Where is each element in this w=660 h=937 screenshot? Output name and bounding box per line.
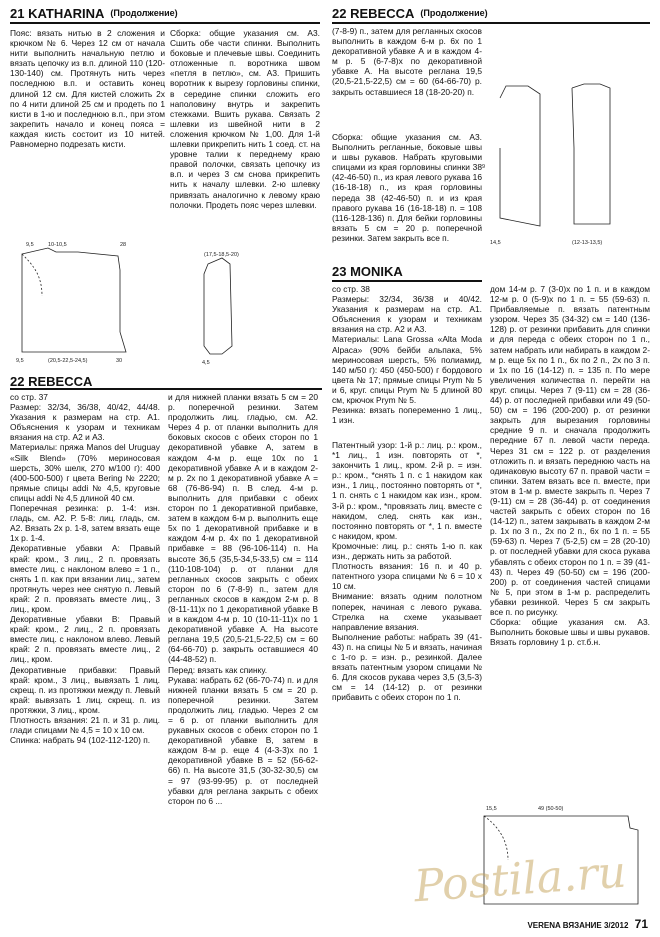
katharina-belt-text: Пояс: вязать нитью в 2 сложения и крючком № 6. Через 12 см от начала нити выполнить начальную петлю и вязать цепочку из в.п. длиной 110 (120-130-140) см. Протянуть нить через последнюю в.п. и оставить конец длиной 12 см. Для кистей сложить 2х по 4 нити длиной 25 см и продеть по 1 кисти в 1-ю и последнюю в.п., при этом закрепить начало и конец пояса = каждая кисть состоит из 10 нитей. Равномерно подрезать кисти. (10, 28, 165, 150)
rebecca-col1: со стр. 37 Размер: 32/34, 36/38, 40/42, 44/48. Указания к размерам на стр. А1. Объяснения к узорам и техникам вязания на стр. А2 и А3. Материалы: пряжа Manos del Uruguay «Silk Blend» (70% мериносовая шерсть, 30% шелк, 270 м/100 г): 400 (400-500-500) г цвета Bering № 2220; прямые спицы addi № 4,5, круговые спицы addi № 4,5 длиной 40 см. Поперечная резинка: р. 1-4: изн. гладь, см. А2. Р. 5-8: лиц. гладь, см. А2. Вязать 2х р. 1-8, затем вязать еще 1х р. 1-4. Декоративные убавки А: Правый край: кром., 3 лиц., 2 п. провязать вместе лиц. с наклоном влево = 1 п., снять 1 п. как при вязании лиц., затем протянуть через нее снятую п. Левый край: 2 п. провязать вместе лиц., 3 лиц., кром. Декоративные убавки В: Правый край: кром., 2 лиц., 2 п. провязать вместе лиц. с наклоном влево. Левый край: 2 п. провязать вместе лиц., 2 лиц., кром. Декоративные прибавки: Правый край: кром., 3 лиц., вывязать 1 лиц. скрещ. п. из протяжки между п. Левый край: вывязать 1 лиц. скрещ. п. из протяжки, 3 лиц., кром. Плотность вязания: 21 п. и 31 р. лиц. глади спицами № 4,5 = 10 х 10 см. Спинка: набрать 94 (102-112-120) п. (10, 392, 160, 746)
monika-title: 23 MONIKA (332, 263, 403, 279)
dim-label: 15,5 (486, 806, 497, 812)
dim-label: 9,5 (26, 242, 34, 248)
rebecca-col2: и для нижней планки вязать 5 см = 20 р. поперечной резинки. Затем продолжить лиц. гладью, см. А2. Через 4 р. от планки выполнить для боковых скосов с обеих сторон по 1 декоративной убавке А, затем в каждом 4-м р. еще 10х по 1 декоративной убавке А и в каждом 2-м р. 2х по 1 декоративной убавке А = 68 (76-86-94) п. В след. 4-м р. выполнить для прибавки с обеих сторон по 1 декоративной прибавке, затем в каждом 6-м р. выполнить еще 5х по 1 декоративной прибавке и в каждом 4-м р. 4х по 1 декоративной прибавке = 88 (96-106-114) п. На высоте 36,5 (35,5-34,5-33,5) см = 114 (110-108-104) р. от планки для регланных скосов закрыть с обеих сторон по 6 (7-8-9) п., затем для регланных скосов в каждом 2-м р. 8 (8-11-11)х по 1 декоративной убавке В и в каждом 4-м р. 10 (10-11-11)х по 1 декоративной убавке А. На высоте реглана 19,5 (20,5-21,5-22,5) см = 60 (64-66-70) р. закрыть оставшиеся 40 (44-48-52) п. Перед: вязать как спинку. Рукава: набрать 62 (66-70-74) п. и для нижней планки вязать 5 см = 20 р. поперечной резинки. Затем продолжить лиц. гладью. Через 2 см = 6 р. от планки выполнить для рукавных скосов с обеих сторон по 1 декоративной убавке В, затем в каждом 8-м р. еще 4 (4-3-3)х по 1 декоративной убавке В = 52 (56-62-66) п. На высоте 31,5 (30-32-30,5) см = 97 (93-99-95) р. от последней убавки для реглана закрыть с обеих сторон по 6 ... (168, 392, 318, 806)
rebecca-schematic (480, 28, 655, 250)
divider (10, 22, 320, 24)
katharina-assembly-text: Сборка: общие указания см. А3. Сшить обе части спинки. Выполнить боковые и плечевые швы. Соединить отложенные п. воротника швом «петля в петлю», см. А3. Пришить воротник к вырезу горловины спинки, в середине спинки сложить его наполовину внутрь и закрепить стежками. Вшить рукава. Связать 2 шлевки из швейной нити в 2 сложения крючком № 1,00. Для 1-й шлевки прикрепить нить 1 соед. ст. на уровне талии к переднему краю правой полочки, связать цепочку из в.п. и через 3 см снова прикрепить нить к началу шлевки. 2-ю шлевку привязать аналогично к левому краю полочки. Продеть пояс через шлевки. (170, 28, 320, 210)
katharina-header (10, 4, 178, 22)
monika-col1: Патентный узор: 1-й р.: лиц. р.: кром., *1 лиц., 1 изн. повторять от *, закончить 1 лиц., кром. 2-й р. = изн. р.: кром., *снять 1 п. с 1 накидом как изн., 1 лиц., постоянно повторять от *, 1 п. снять с 1 накидом как изн., кром. 3-й р.: кром., *провязать лиц. вместе с накидом, след. снять как изн., постоянно повторять от *, 1 п. вместе с накидом, кром. Кромочные: лиц. р.: снять 1-ю п. как изн., держать нить за работой. Плотность вязания: 16 п. и 40 р. патентного узора спицами № 6 = 10 х 10 см. Внимание: вязать одним полотном поперек, начиная с левого рукава. Стрелка на схеме указывает направление вязания. Выполнение работы: набрать 39 (41-43) п. на спицы № 5 и вязать, начиная с 1-го р. = изн. р., резинкой. Далее вязать патентным узором спицами № 6. Для скосов рукава через 3,5 (3,5-3) см = 14 (14-12) р. от резинки прибавить с обеих сторон по 1 п. (332, 440, 482, 703)
katharina-title: 21 KATHARINA (10, 5, 105, 21)
rebecca-top-header (332, 4, 488, 22)
dim-label: 30 (116, 358, 123, 364)
rebecca-title: 22 REBECCA (10, 373, 93, 389)
dim-label: 28 (120, 242, 127, 248)
rebecca-top-title: 22 REBECCA (332, 5, 415, 21)
monika-header (332, 262, 403, 280)
katharina-subtitle: (Продолжение) (110, 8, 178, 18)
footer (527, 917, 648, 931)
rebecca-assembly-text: Сборка: общие указания см. А3. Выполнить регланные, боковые швы и швы рукавов. Набрать круговыми спицами из края горловины спинки 38 (42-46-50) п., из края левого рукава 16 (16-18-18) п., из края горловины переда 38 (42-46-50) п. и из края правого рукава 16 (16-18-18) п. = 108 (116-128-136) п. Для бейки горловины вязать 5 см = 20 р. поперечной резинки. Затем закрыть все п. (332, 132, 482, 243)
dim-label: 49 (50-50) (538, 806, 564, 812)
dim-label: (20,5-22,5-24,5) (48, 358, 88, 364)
divider (332, 22, 650, 24)
dim-label: (17,5-18,5-20) (204, 252, 239, 258)
dim-label: 10-10,5 (48, 242, 67, 248)
watermark-logo: Postila.ru (412, 846, 628, 913)
dim-label: 9,5 (16, 358, 24, 364)
page-number: 71 (634, 917, 648, 931)
divider (332, 280, 482, 282)
dim-label: 14,5 (490, 240, 501, 246)
dim-label: 9 (482, 164, 486, 170)
rebecca-raglan-text: (7-8-9) п., затем для регланных скосов выполнить в каждом 6-м р. 6х по 1 декоративной убавке А и в каждом 4-м р. 5 (6-7-8)х по декоративной убавке А. На высоте реглана 19,5 (20,5-21,5-22,5) см = 60 (64-66-70) р. закрыть оставшиеся 18 (18-20-20) п. (332, 26, 482, 97)
dim-label: (12-13-13,5) (572, 240, 603, 246)
magazine-name: VERENA ВЯЗАНИЕ 3/2012 (527, 921, 629, 930)
divider (10, 388, 322, 390)
dim-label: 4,5 (202, 360, 210, 366)
monika-intro: со стр. 38 Размеры: 32/34, 36/38 и 40/42. Указания к размерам на стр. А1. Объяснения к узорам и техникам вязания на стр. А2 и А3. Материалы: Lana Grossa «Alta Moda Alpaca» (90% бейби альпака, 5% мериносовая шерсть, 5% полиамид, 140 м/50 г): 450 (450-500) г бордового цвета № 17; прямые спицы Prym № 5 и 6, круг. спицы Prym № 5 длиной 80 см, крючок Prym № 5. Резинка: вязать попеременно 1 лиц., 1 изн. (332, 284, 482, 426)
katharina-schematic (8, 236, 320, 366)
monika-col2: дом 14-м р. 7 (3-0)х по 1 п. и в каждом 12-м р. 0 (5-9)х по 1 п. = 55 (59-63) п. Прибавляемые п. вязать патентным узором. Через 35 (34-32) см = 140 (136-128) р. от резинки прибавить для спинки и для переда с обеих сторон по 1 п., затем набрать или набирать в каждом 2-м р. еще 5х по 1 п., 6х по 2 п., 2х по 3 п. и 1х по 16 (14-12) п. = 135 п. По мере увеличения количества п. перейти на круг. спицы. Через 7 (9-11) см = 28 (36-44) р. от последней прибавки или 49 (50-50) см = 196 (200-200) р. от резинки закрыть для вырезания горловины средние 9 п. и сначала продолжить передние 67 п. левой части переда. Через 31 см = 122 р. от разделения отложить п. и вязать переднюю часть на одинаковую высоту 67 п. правой части = спинки. Затем вязать все п. вместе, при этом в 1-м р. вместе закрыть п. Через 7 (9-11) см = 28 (36-44) р. от соединения частей закрыть с обеих сторон по 16 (14-12) п., затем закрывать в каждом 2-м р. 1х по 3 п., 2х по 2 п., 6х по 1 п. = 55 (59-63) п. Через 7 (5-2,5) см = 28 (20-10) р. от последней убавки для скоса рукава убавлять с обеих сторон по 1 п. = 39 (41-43) п. Через 49 (50-50) см = 196 (200-200) р. от соединения частей спицами № 5, при этом в 1-м р. распределить убавки резинкой. Через 5 см закрыть все п. по рисунку. Сборка: общие указания см. А3. Выполнить боковые швы и швы рукавов. Вязать горловину 1 р. ст.б.н. (490, 284, 650, 648)
rebecca-top-subtitle: (Продолжение) (420, 8, 488, 18)
